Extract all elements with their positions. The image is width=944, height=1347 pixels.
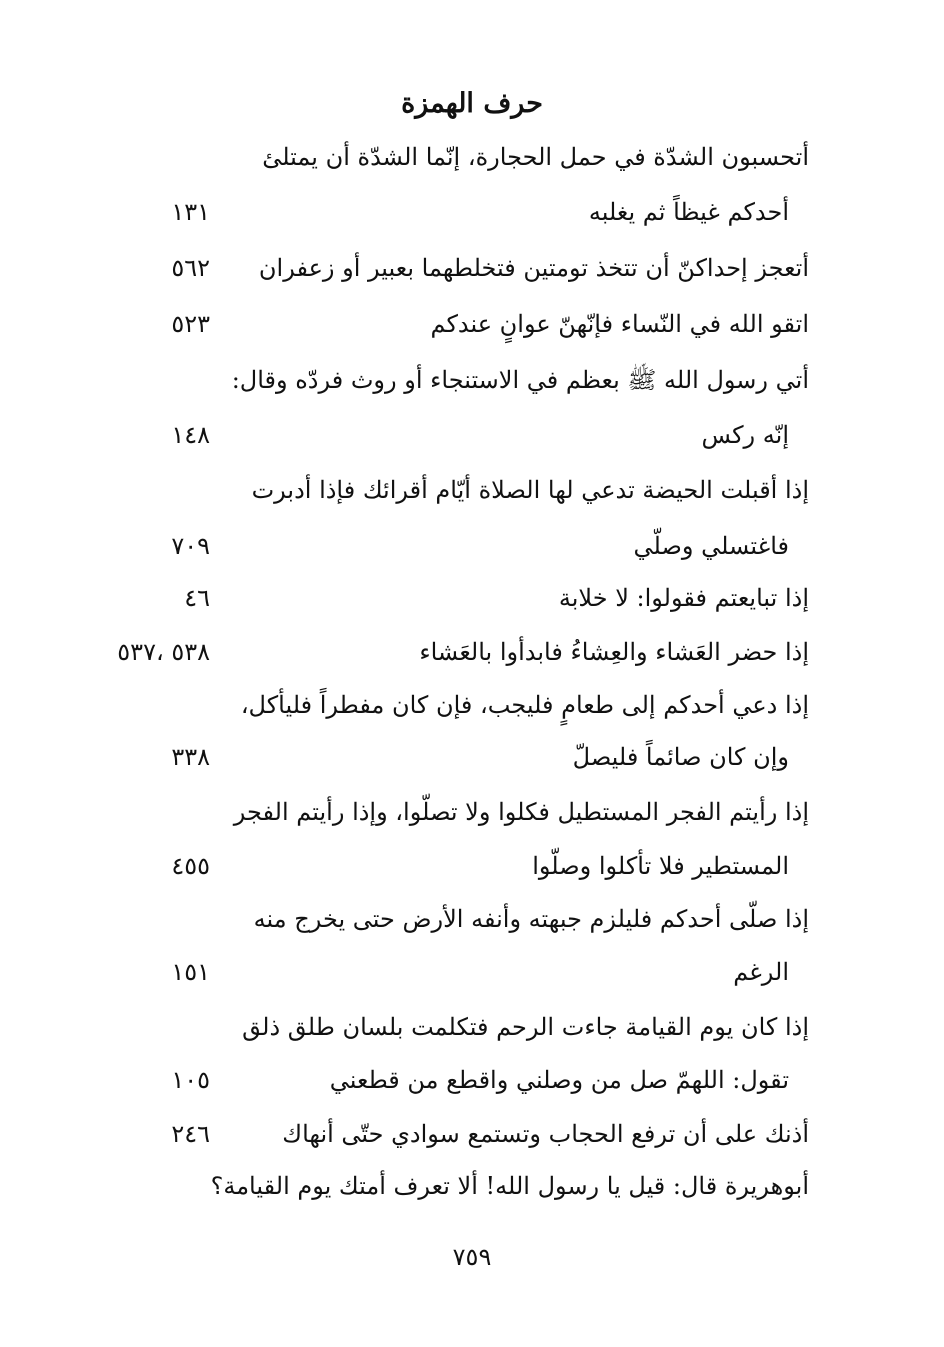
entry-text: أبوهريرة قال: قيل يا رسول الله! ألا تعرف أمتك يوم القيامة؟ [210,1172,809,1200]
entry-text: أتي رسول الله ﷺ بعظم في الاستنجاء أو روث فردّه وقال: [231,366,809,394]
entry-text: اتقو الله في النّساء فإنّهنّ عوانٍ عندكم [430,310,809,338]
entry-text-continued: فاغتسلي وصلّي [633,532,789,560]
entry-page-ref: ٧٠٩ [171,532,210,560]
entry-page-ref: ٤٦ [184,584,210,612]
entry-text-continued: الرغم [733,958,789,986]
entry-page-ref: ٤٥٥ [171,852,210,880]
entry-text-continued: تقول: اللهمّ صل من وصلني واقطع من قطعني [329,1066,789,1094]
page-number: ٧٥٩ [452,1243,492,1271]
entry-page-ref: ٣٣٨ [171,743,210,771]
entry-text: أذنك على أن ترفع الحجاب وتستمع سوادي حتّى أنهاك [282,1120,809,1148]
entry-page-ref: ١٣١ [171,198,210,226]
entry-text: إذا حضر العَشاء والعِشاءُ فابدأوا بالعَشاء [419,638,809,666]
section-heading: حرف الهمزة [401,88,543,119]
entry-text: إذا أقبلت الحيضة تدعي لها الصلاة أيّام أقرائك فإذا أدبرت [251,476,809,504]
entry-text: أتعجز إحداكنّ أن تتخذ تومتين فتخلطهما بعبير أو زعفران [258,254,809,282]
entry-page-ref: ٥٢٣ [171,310,210,338]
entry-page-ref: ١٤٨ [171,421,210,449]
entry-text: إذا كان يوم القيامة جاءت الرحم فتكلمت بلسان طلق ذلق [242,1013,809,1041]
entry-page-ref: ٥٦٢ [171,254,210,282]
entry-text-continued: المستطير فلا تأكلوا وصلّوا [532,852,789,880]
entry-text-continued: أحدكم غيظاً ثم يغلبه [588,198,789,226]
entry-text: إذا دعي أحدكم إلى طعامٍ فليجب، فإن كان مفطراً فليأكل، [240,691,809,719]
entry-text-continued: إنّه ركس [701,421,789,449]
entry-page-ref: ١٥١ [171,958,210,986]
entry-text: إذا رأيتم الفجر المستطيل فكلوا ولا تصلّوا، وإذا رأيتم الفجر [233,798,809,826]
entry-text-continued: وإن كان صائماً فليصلّ [572,743,789,771]
entry-page-ref: ١٠٥ [171,1066,210,1094]
entry-text: أتحسبون الشدّة في حمل الحجارة، إنّما الشدّة أن يمتلئ [262,143,809,171]
entry-text: إذا صلّى أحدكم فليلزم جبهته وأنفه الأرض حتى يخرج منه [253,905,809,933]
entry-page-ref: ٢٤٦ [171,1120,210,1148]
entry-page-ref: ٥٣٨ ،٥٣٧ [117,638,210,666]
entry-text: إذا تبايعتم فقولوا: لا خلابة [558,584,809,612]
